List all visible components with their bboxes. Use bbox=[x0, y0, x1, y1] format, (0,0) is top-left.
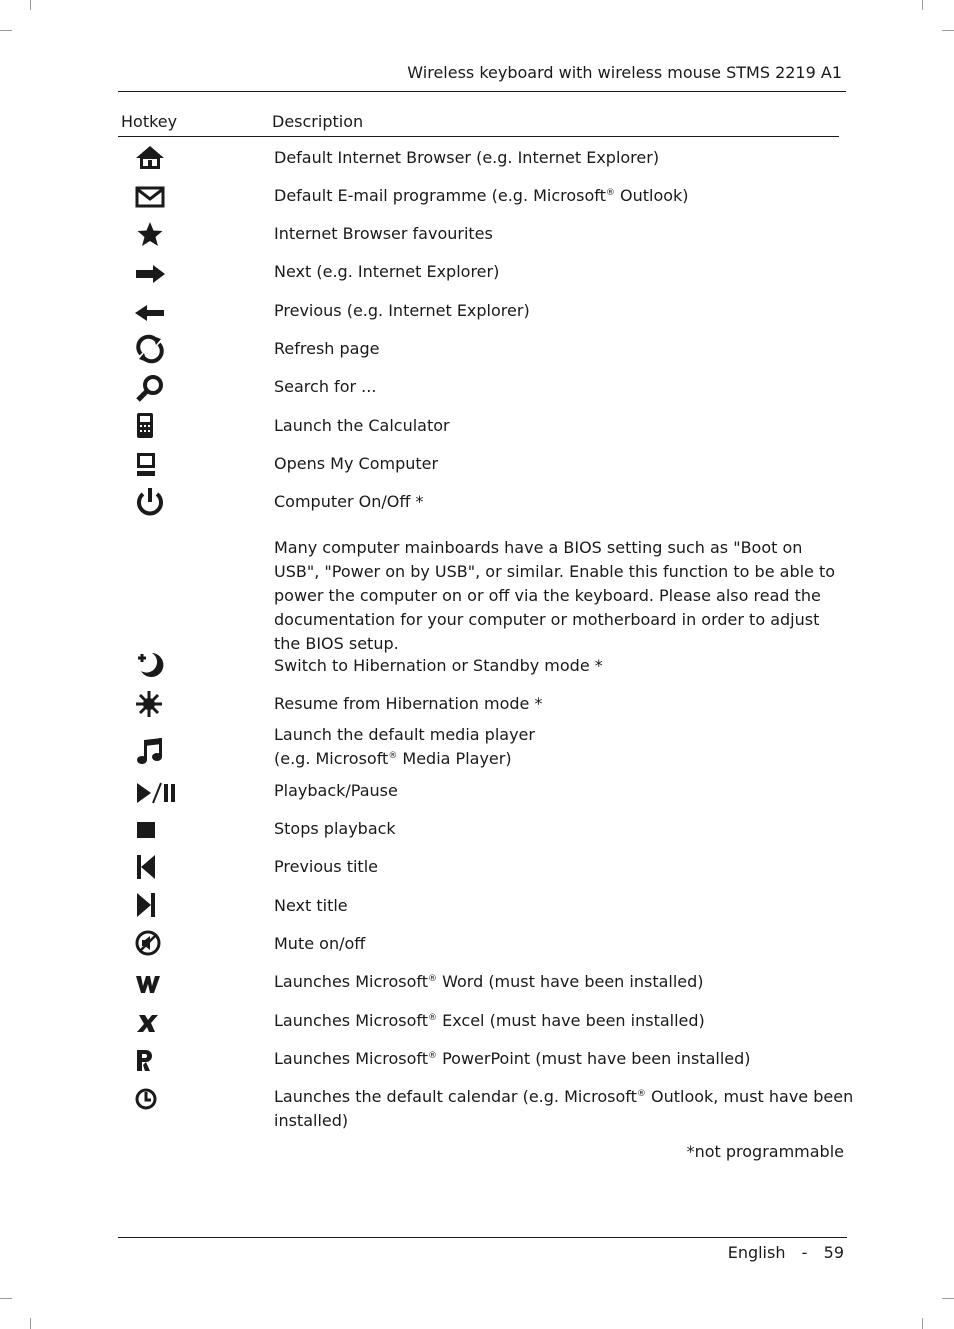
registered-mark: ® bbox=[428, 974, 438, 984]
powerpoint-icon bbox=[134, 1045, 166, 1075]
registered-mark: ® bbox=[428, 1051, 438, 1061]
row-description: Launch the Calculator bbox=[274, 416, 450, 435]
row-description: Previous title bbox=[274, 857, 378, 876]
row-description: Previous (e.g. Internet Explorer) bbox=[274, 301, 530, 320]
description-column-heading: Description bbox=[272, 112, 364, 131]
header-rule bbox=[118, 91, 846, 92]
row-description: Refresh page bbox=[274, 339, 380, 358]
crop-mark bbox=[30, 1318, 31, 1329]
row-description: Switch to Hibernation or Standby mode * bbox=[274, 656, 603, 675]
play-pause-icon bbox=[134, 778, 178, 808]
search-icon bbox=[134, 373, 166, 403]
footer-language: English bbox=[727, 1243, 786, 1262]
registered-mark: ® bbox=[605, 188, 615, 198]
footer-rule bbox=[118, 1237, 847, 1238]
registered-mark: ® bbox=[636, 1089, 646, 1099]
row-description: Launches Microsoft® Excel (must have been installed) bbox=[274, 1011, 705, 1030]
row-description: Search for ... bbox=[274, 377, 377, 396]
not-programmable-footnote: *not programmable bbox=[686, 1142, 844, 1161]
wake-icon bbox=[134, 689, 166, 719]
crop-mark bbox=[0, 1298, 12, 1299]
stop-icon bbox=[134, 815, 166, 845]
crop-mark bbox=[922, 1318, 923, 1329]
row-description: Mute on/off bbox=[274, 934, 366, 953]
arrow-right-icon bbox=[134, 258, 166, 288]
row-description: Launches Microsoft® Word (must have been installed) bbox=[274, 972, 704, 991]
previous-track-icon bbox=[134, 852, 166, 882]
crop-mark bbox=[0, 30, 12, 31]
mute-icon bbox=[134, 928, 166, 958]
sleep-icon bbox=[134, 650, 166, 680]
footer-separator: - bbox=[801, 1243, 808, 1262]
row-description: Launches the default calendar (e.g. Microsoft® Outlook, must have been installed) bbox=[274, 1087, 854, 1130]
document-header-title: Wireless keyboard with wireless mouse STMS 2219 A1 bbox=[407, 63, 842, 82]
power-icon bbox=[134, 487, 166, 517]
page-footer bbox=[728, 1243, 844, 1262]
calendar-clock-icon bbox=[134, 1084, 166, 1114]
row-description: Playback/Pause bbox=[274, 781, 398, 800]
row-description: Launch the default media player (e.g. Microsoft® Media Player) bbox=[274, 725, 535, 768]
row-description: Resume from Hibernation mode * bbox=[274, 694, 543, 713]
next-track-icon bbox=[134, 890, 166, 920]
home-icon bbox=[134, 142, 166, 172]
page-number: 59 bbox=[823, 1243, 844, 1262]
crop-mark bbox=[942, 1298, 954, 1299]
bios-note: Many computer mainboards have a BIOS setting such as "Boot on USB", "Power on by USB", or similar. Enable this function to be able to power the computer on or off via the keyboard. Please also read the documentation for your computer or motherboard in order to adjust the BIOS setup. bbox=[274, 538, 836, 653]
row-description: Internet Browser favourites bbox=[274, 224, 493, 243]
excel-icon bbox=[134, 1007, 166, 1037]
mail-icon bbox=[134, 181, 166, 211]
table-header-rule bbox=[118, 136, 839, 137]
hotkey-column-heading: Hotkey bbox=[121, 112, 178, 131]
registered-mark: ® bbox=[388, 751, 398, 761]
row-description: Computer On/Off * bbox=[274, 492, 424, 511]
row-description: Default E-mail programme (e.g. Microsoft® Outlook) bbox=[274, 186, 689, 205]
row-description: Next (e.g. Internet Explorer) bbox=[274, 262, 500, 281]
row-description: Launches Microsoft® PowerPoint (must have been installed) bbox=[274, 1049, 751, 1068]
row-description: Next title bbox=[274, 896, 348, 915]
crop-mark bbox=[942, 30, 954, 31]
crop-mark bbox=[922, 0, 923, 10]
computer-icon bbox=[134, 450, 166, 480]
row-description: Opens My Computer bbox=[274, 454, 439, 473]
calculator-icon bbox=[134, 411, 166, 441]
word-icon bbox=[134, 968, 166, 998]
row-description: Stops playback bbox=[274, 819, 396, 838]
music-note-icon bbox=[134, 736, 166, 766]
star-icon bbox=[134, 219, 166, 249]
refresh-icon bbox=[134, 334, 166, 364]
crop-mark bbox=[30, 0, 31, 10]
row-description: Default Internet Browser (e.g. Internet Explorer) bbox=[274, 148, 660, 167]
registered-mark: ® bbox=[428, 1013, 438, 1023]
arrow-left-icon bbox=[134, 297, 166, 327]
